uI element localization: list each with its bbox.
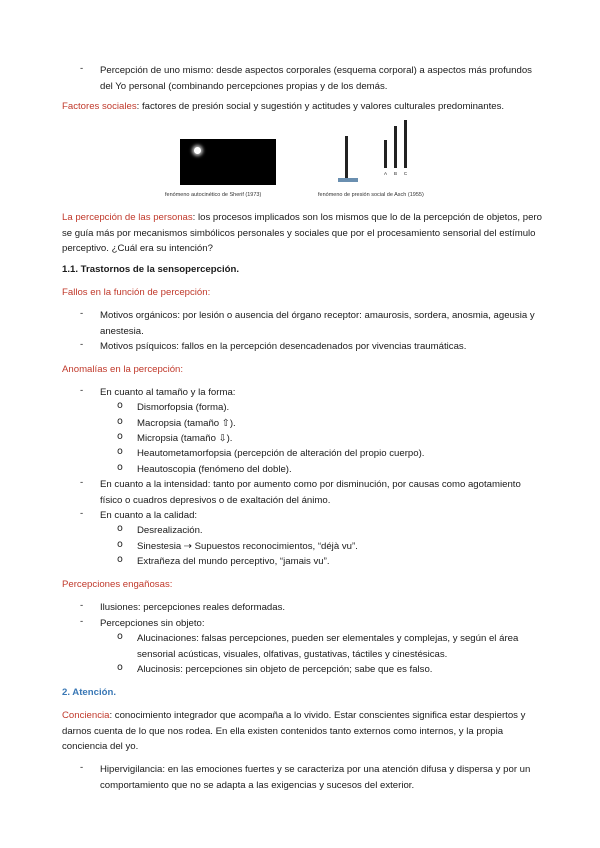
asch-label-a: A <box>383 171 388 176</box>
sub-bullet: o <box>117 554 123 565</box>
asch-reference-line <box>345 136 348 178</box>
list-dash: - <box>80 63 84 74</box>
sub-item-alucinosis: Alucinosis: percepciones sin objeto de percepción; sabe que es falso. <box>137 664 433 675</box>
sub-bullet: o <box>117 662 123 673</box>
sherif-caption: fenómeno autocinético de Sherif (1973) <box>165 192 262 198</box>
sub-item-extraneza: Extrañeza del mundo perceptivo, “jamais vu”. <box>137 556 330 567</box>
sub-item-desrealizacion: Desrealización. <box>137 525 203 536</box>
list-item-ilusiones: Ilusiones: percepciones reales deformadas. <box>100 602 286 613</box>
list-item-calidad: En cuanto a la calidad: <box>100 510 198 521</box>
section-heading-2: 2. Atención. <box>62 687 117 698</box>
list-item-percepcion-uno-mismo: Percepción de uno mismo: desde aspectos corporales (esquema corporal) a aspectos más profundos del Yo personal (combinando percepciones propias y de los demás. <box>100 65 532 92</box>
list-dash: - <box>80 600 84 611</box>
sub-bullet: o <box>117 400 123 411</box>
sub-item-dismorfopsia: Dismorfopsia (forma). <box>137 402 230 413</box>
list-dash: - <box>80 308 84 319</box>
heading-fallos: Fallos en la función de percepción: <box>62 287 211 298</box>
term-conciencia: Conciencia <box>62 710 110 721</box>
heading-percepciones-enganosas: Percepciones engañosas: <box>62 579 173 590</box>
sub-bullet: o <box>117 462 123 473</box>
asch-label-c: C <box>403 171 408 176</box>
paragraph-percepcion-personas: La percepción de las personas: los procesos implicados son los mismos que lo de la percepción de objetos, pero se guía más por mecanismos simbólicos personales y sociales que por el procesamiento sensorial del estímulo perceptivo. ¿Cuál era su intención? <box>62 212 542 254</box>
list-item-motivos-organicos: Motivos orgánicos: por lesión o ausencia del órgano receptor: amaurosis, sordera, anosmia, ageusia y anestesia. <box>100 310 535 337</box>
term-factores-sociales: Factores sociales <box>62 101 137 112</box>
sub-item-micropsia: Micropsia (tamaño ⇩). <box>137 433 233 444</box>
sub-item-heautometamorfopsia: Heautometamorfopsia (percepción de alteración del propio cuerpo). <box>137 448 425 459</box>
paragraph-conciencia: Conciencia: conocimiento integrador que acompaña a lo vivido. Estar conscientes significa estar despiertos y darnos cuenta de lo que nos rodea. En ella existen contenidos tanto externos como internos, y la propia conciencia del yo. <box>62 710 526 752</box>
heading-anomalias: Anomalías en la percepción: <box>62 364 184 375</box>
sub-bullet: o <box>117 523 123 534</box>
sub-bullet: o <box>117 446 123 457</box>
sherif-figure <box>180 139 276 185</box>
sub-item-alucinaciones: Alucinaciones: falsas percepciones, pueden ser elementales y complejas, y según el área sensorial acústicas, visuales, olfativas, gustativas, táctiles y cinestésicas. <box>137 633 519 660</box>
list-dash: - <box>80 477 84 488</box>
sub-bullet: o <box>117 631 123 642</box>
asch-line-c <box>404 120 407 168</box>
list-item-tamano-forma: En cuanto al tamaño y la forma: <box>100 387 236 398</box>
section-heading-1-1: 1.1. Trastornos de la sensopercepción. <box>62 264 240 275</box>
asch-line-b <box>394 126 397 168</box>
sub-item-heautoscopia: Heautoscopia (fenómeno del doble). <box>137 464 292 475</box>
term-percepcion-personas: La percepción de las personas <box>62 212 193 223</box>
list-item-sin-objeto: Percepciones sin objeto: <box>100 618 205 629</box>
sub-bullet: o <box>117 539 123 550</box>
list-dash: - <box>80 339 84 350</box>
asch-card-base <box>338 178 358 182</box>
asch-caption: fenómeno de presión social de Asch (1955) <box>318 192 424 198</box>
light-dot <box>194 147 201 154</box>
sub-item-macropsia: Macropsia (tamaño ⇧). <box>137 418 236 429</box>
asch-label-b: B <box>393 171 398 176</box>
list-dash: - <box>80 508 84 519</box>
sub-bullet: o <box>117 431 123 442</box>
list-dash: - <box>80 762 84 773</box>
sub-bullet: o <box>117 416 123 427</box>
list-item-hipervigilancia: Hipervigilancia: en las emociones fuertes y se caracteriza por una atención difusa y dispersa y por un comportamiento que no se adapta a las exigencias y sucesos del exterior. <box>100 764 531 791</box>
list-item-motivos-psiquicos: Motivos psíquicos: fallos en la percepción desencadenados por vivencias traumáticas. <box>100 341 467 352</box>
list-dash: - <box>80 385 84 396</box>
paragraph-factores-sociales: Factores sociales: factores de presión social y sugestión y actitudes y valores culturales predominantes. <box>62 101 505 112</box>
list-dash: - <box>80 616 84 627</box>
asch-figure <box>335 120 415 190</box>
asch-line-a <box>384 140 387 168</box>
sub-item-sinestesia: Sinestesia ⇢ Supuestos reconocimientos, “déjà vu”. <box>137 541 358 552</box>
list-item-intensidad: En cuanto a la intensidad: tanto por aumento como por disminución, por causas como agotamiento físico o cuadros depresivos o de exaltación del ánimo. <box>100 479 521 506</box>
